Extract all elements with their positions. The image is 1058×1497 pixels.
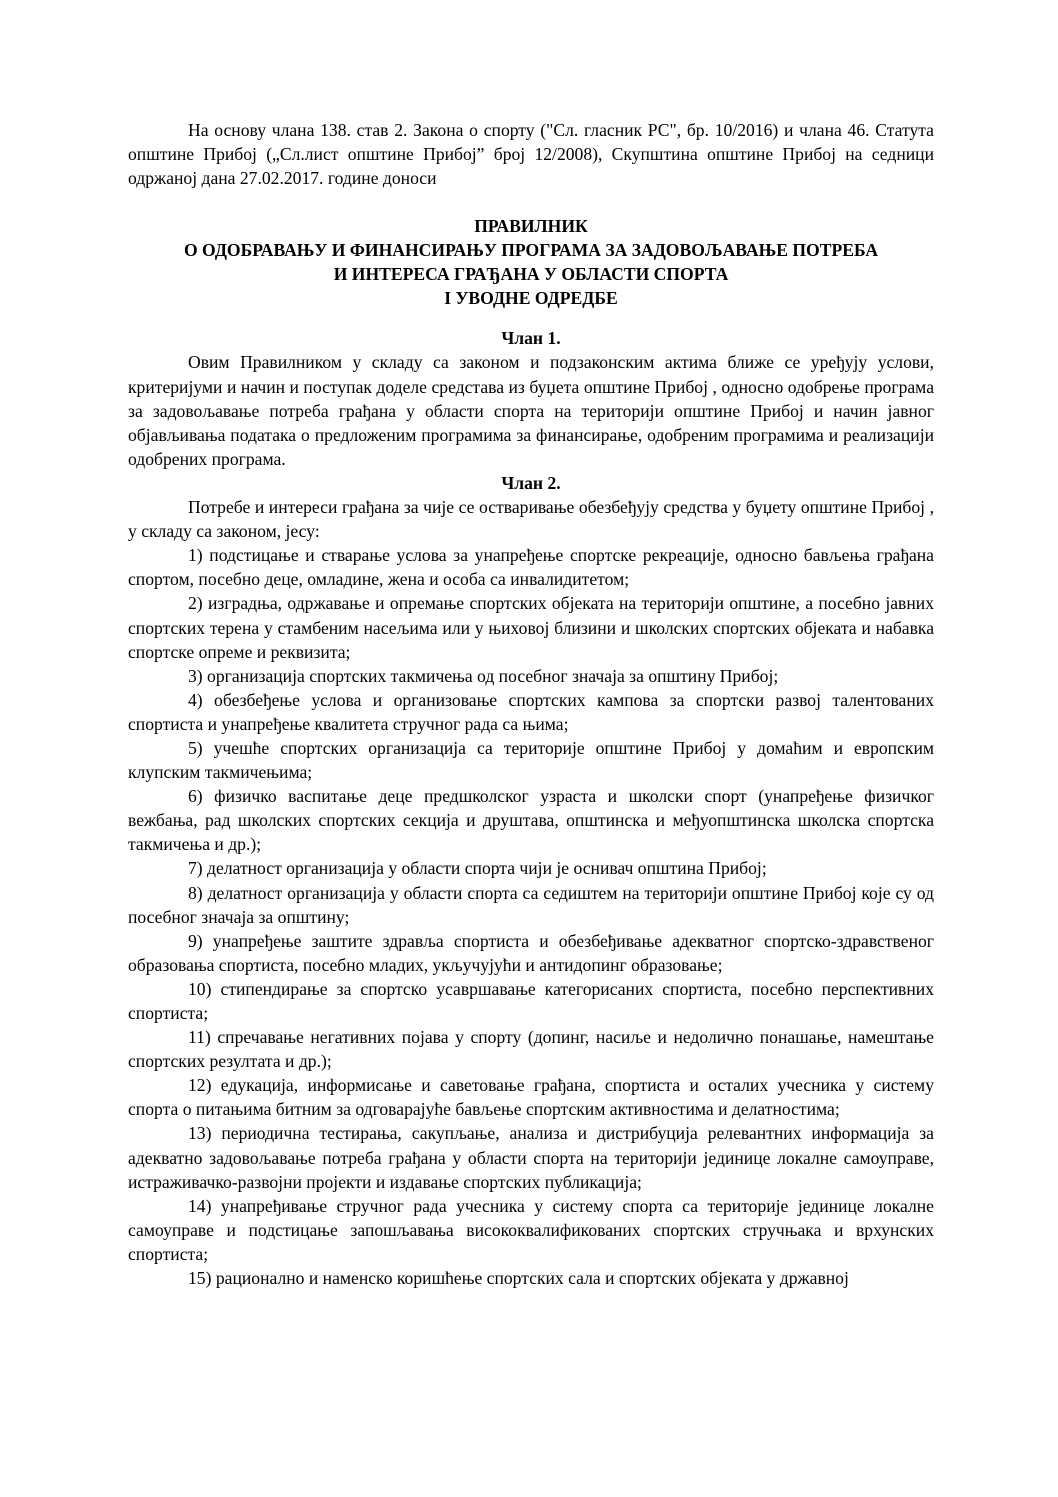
article-2-list	[128, 543, 934, 1290]
list-item: 7) делатност организација у области спорта чији је оснивач општина Прибој;	[188, 858, 767, 879]
article-2-intro: Потребе и интереси грађана за чије се остваривање обезбеђују средства у буџету општине Прибој , у складу са законом, јесу:	[128, 497, 934, 542]
list-item: 6) физичко васпитање деце предшколског узраста и школски спорт (унапређење физичког вежбања, рад школских спортских секција и друштава, општинска и међуопштинска школска спортска такмичења и др.);	[128, 786, 934, 855]
list-item: 13) периодична тестирања, сакупљање, анализа и дистрибуција релевантних информација за адекватно задовољавање потреба грађана у области спорта на територији јединице локалне самоуправе, истраживачко-развојни пројекти и издавање спортских публикација;	[128, 1123, 934, 1192]
list-item: 3) организација спортских такмичења од посебног значаја за општину Прибој;	[188, 665, 779, 686]
list-item: 4) обезбеђење услова и организовање спортских кампова за спортски развој талентованих спортиста и унапређење квалитета стручног рада са њима;	[128, 689, 934, 734]
preamble-paragraph: На основу члана 138. став 2. Закона о спорту ("Сл. гласник РС", бр. 10/2016) и члана 46. Статута општине Прибој („Сл.лист општине Прибој” број 12/2008), Скупштина општине Прибој на седници одржаној дана 27.02.2017. године доноси	[128, 120, 934, 189]
title-line-1: ПРАВИЛНИК	[474, 216, 588, 237]
list-item: 11) спречавање негативних појава у спорту (допинг, насиље и недолично понашање, намештање спортских резултата и др.);	[128, 1027, 934, 1072]
list-item: 8) делатност организација у области спорта са седиштем на територији општине Прибој које су од посебног значаја за општину;	[128, 882, 934, 927]
article-1-text: Овим Правилником у складу са законом и подзаконским актима ближе се уређују услови, критеријуми и начин и поступак доделе средстава из буџета општине Прибој , односно одобрење програма за задовољавање потреба грађана у области спорта на територији општине Прибој и начин јавног објављивања података о предложеним програмима за финансирање, одобреним програмима и реализацији одобрених програма.	[128, 352, 934, 469]
article-1-heading: Члан 1.	[501, 328, 561, 349]
list-item: 5) учешће спортских организација са територије општине Прибој у домаћим и европским клупским такмичењима;	[128, 737, 934, 783]
list-item: 14) унапређивање стручног рада учесника у систему спорта са територије јединице локалне самоуправе и подстицање запошљавања висококвалификованих спортских стручњака и врхунских спортиста;	[128, 1195, 934, 1264]
title-line-2: О ОДОБРАВАЊУ И ФИНАНСИРАЊУ ПРОГРАМА ЗА ЗАДОВОЉАВАЊЕ ПОТРЕБА	[183, 240, 879, 261]
list-item: 9) унапређење заштите здравља спортиста и обезбеђивање адекватног спортско-здравственог образовања спортиста, посебно младих, укључујући и антидопинг образовање;	[128, 930, 934, 975]
list-item: 2) изградња, одржавање и опремање спортских објеката на територији општине, а посебно јавних спортских терена у стамбеним насељима или у њиховој близини и школских спортских објеката и набавка спортске опреме и реквизита;	[128, 593, 934, 662]
title-line-3: И ИНТЕРЕСА ГРАЂАНА У ОБЛАСТИ СПОРТА	[333, 264, 729, 285]
document-title	[128, 214, 934, 286]
list-item: 1) подстицање и стварање услова за унапређење спортске рекреације, односно бављења грађана спортом, посебно деце, омладине, жена и особа са инвалидитетом;	[128, 545, 934, 590]
article-2-heading: Члан 2.	[501, 472, 561, 493]
section-heading: I УВОДНЕ ОДРЕДБЕ	[444, 288, 618, 309]
list-item: 10) стипендирање за спортско усавршавање категорисаних спортиста, посебно перспективних спортиста;	[128, 978, 934, 1023]
document-page	[128, 118, 934, 1290]
list-item: 12) едукација, информисање и саветовање грађана, спортиста и осталих учесника у систему спорта о питањима битним за одговарајуће бављење спортским активностима и делатностима;	[128, 1075, 934, 1120]
list-item: 15) рационално и наменско коришћење спортских сала и спортских објеката у државној	[188, 1268, 849, 1289]
